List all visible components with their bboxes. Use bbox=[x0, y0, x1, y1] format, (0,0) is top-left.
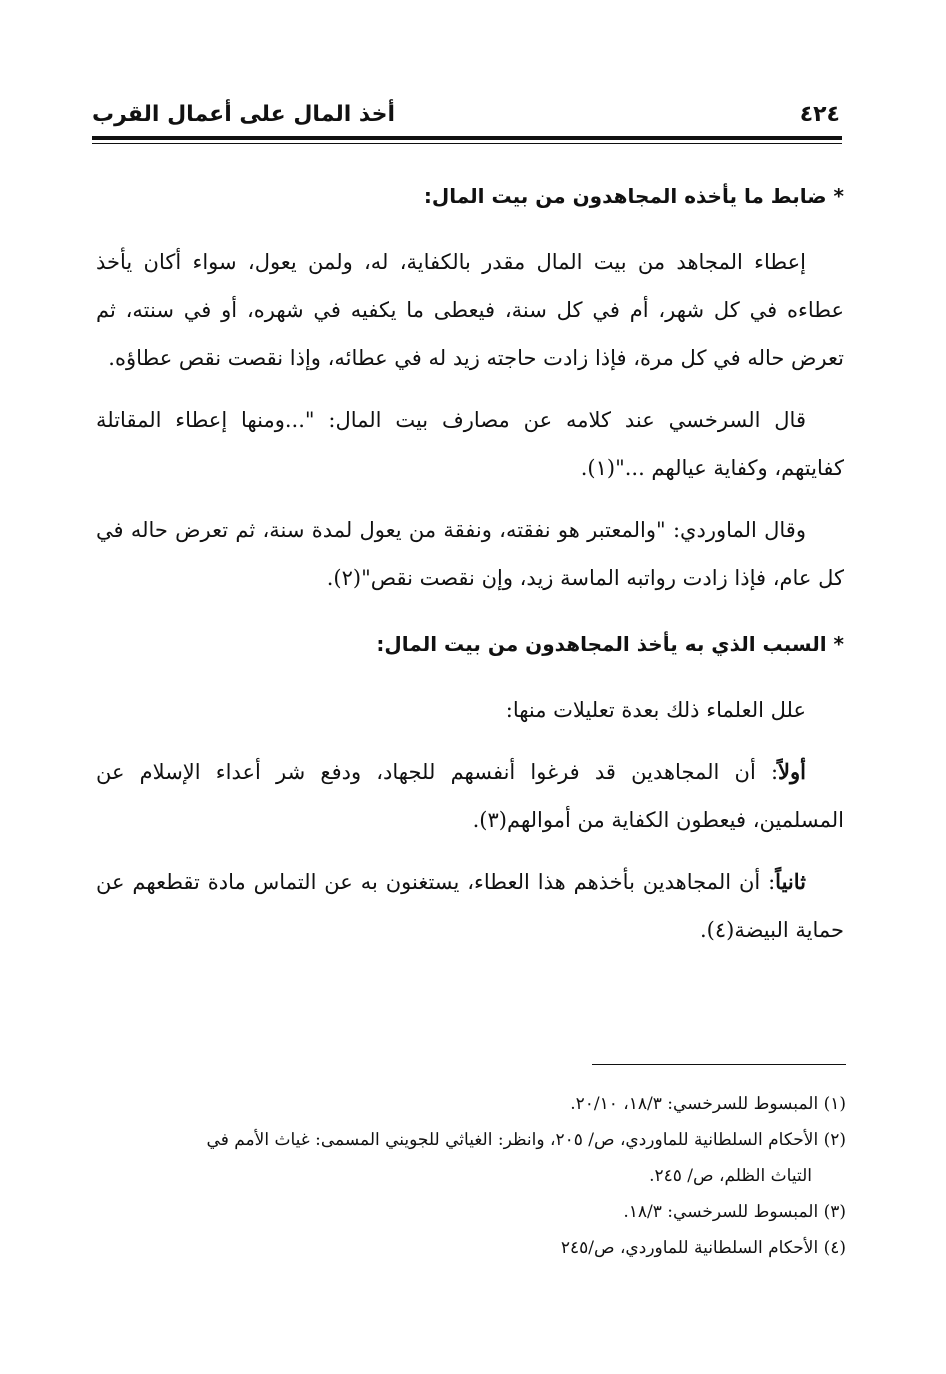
footnote-2-continuation: التياث الظلم، ص/ ٢٤٥. bbox=[649, 1166, 812, 1186]
section-heading-reason: * السبب الذي به يأخذ المجاهدون من بيت المال: bbox=[376, 632, 844, 656]
paragraph-reasons-intro: علل العلماء ذلك بعدة تعليلات منها: bbox=[505, 698, 806, 722]
paragraph-sufficiency: إعطاء المجاهد من بيت المال مقدر بالكفاية، له، ولمن يعول، سواء أكان يأخذ عطاءه في كل شهر، أم في كل سنة، فيعطى ما يكفيه في شهره، أو في سنته، ثم تعرض حاله في كل مرة، فإذا زادت حاجته زيد له في عطائه، وإذا نقصت نقص عطاؤه. bbox=[96, 250, 844, 370]
main-text bbox=[96, 168, 844, 968]
second-reason-lead: ثانياً bbox=[775, 869, 806, 894]
first-reason-lead: أولاً bbox=[778, 759, 806, 784]
section-heading-criterion: * ضابط ما يأخذه المجاهدون من بيت المال: bbox=[423, 184, 844, 208]
running-title: أخذ المال على أعمال القرب bbox=[92, 101, 396, 127]
footnote-2: (٢) الأحكام السلطانية للماوردي، ص/ ٢٠٥، وانظر: الغياثي للجويني المسمى: غياث الأمم في bbox=[206, 1130, 846, 1150]
header-rule-thin bbox=[92, 143, 842, 144]
running-header bbox=[92, 96, 840, 132]
first-reason-text: : أن المجاهدين قد فرغوا أنفسهم للجهاد، ودفع شر أعداء الإسلام عن المسلمين، فيعطون الكفاية من أموالهم(٣). bbox=[96, 760, 844, 832]
second-reason-text: : أن المجاهدين بأخذهم هذا العطاء، يستغنون به عن التماس مادة تقطعهم عن حماية البيضة(٤). bbox=[96, 870, 844, 942]
footnote-3: (٣) المبسوط للسرخسي: ١٨/٣. bbox=[623, 1202, 846, 1222]
page-number: ٤٢٤ bbox=[799, 101, 840, 127]
footnotes bbox=[100, 1086, 846, 1266]
header-rule-thick bbox=[92, 136, 842, 140]
paragraph-second-reason bbox=[96, 858, 844, 954]
footnote-4: (٤) الأحكام السلطانية للماوردي، ص/٢٤٥ bbox=[560, 1238, 846, 1258]
paragraph-mawardi-quote: وقال الماوردي: "والمعتبر هو نفقته، ونفقة من يعول لمدة سنة، ثم تعرض حاله في كل عام، فإذا زادت رواتبه الماسة زيد، وإن نقصت نقص"(٢). bbox=[96, 518, 844, 590]
paragraph-first-reason bbox=[96, 748, 844, 844]
footnote-1: (١) المبسوط للسرخسي: ١٨/٣، ٢٠/١٠. bbox=[570, 1094, 846, 1114]
paragraph-sarakhsi-quote: قال السرخسي عند كلامه عن مصارف بيت المال: "...ومنها إعطاء المقاتلة كفايتهم، وكفاية عيالهم ..."(١). bbox=[96, 408, 844, 480]
footnote-separator bbox=[592, 1064, 846, 1065]
